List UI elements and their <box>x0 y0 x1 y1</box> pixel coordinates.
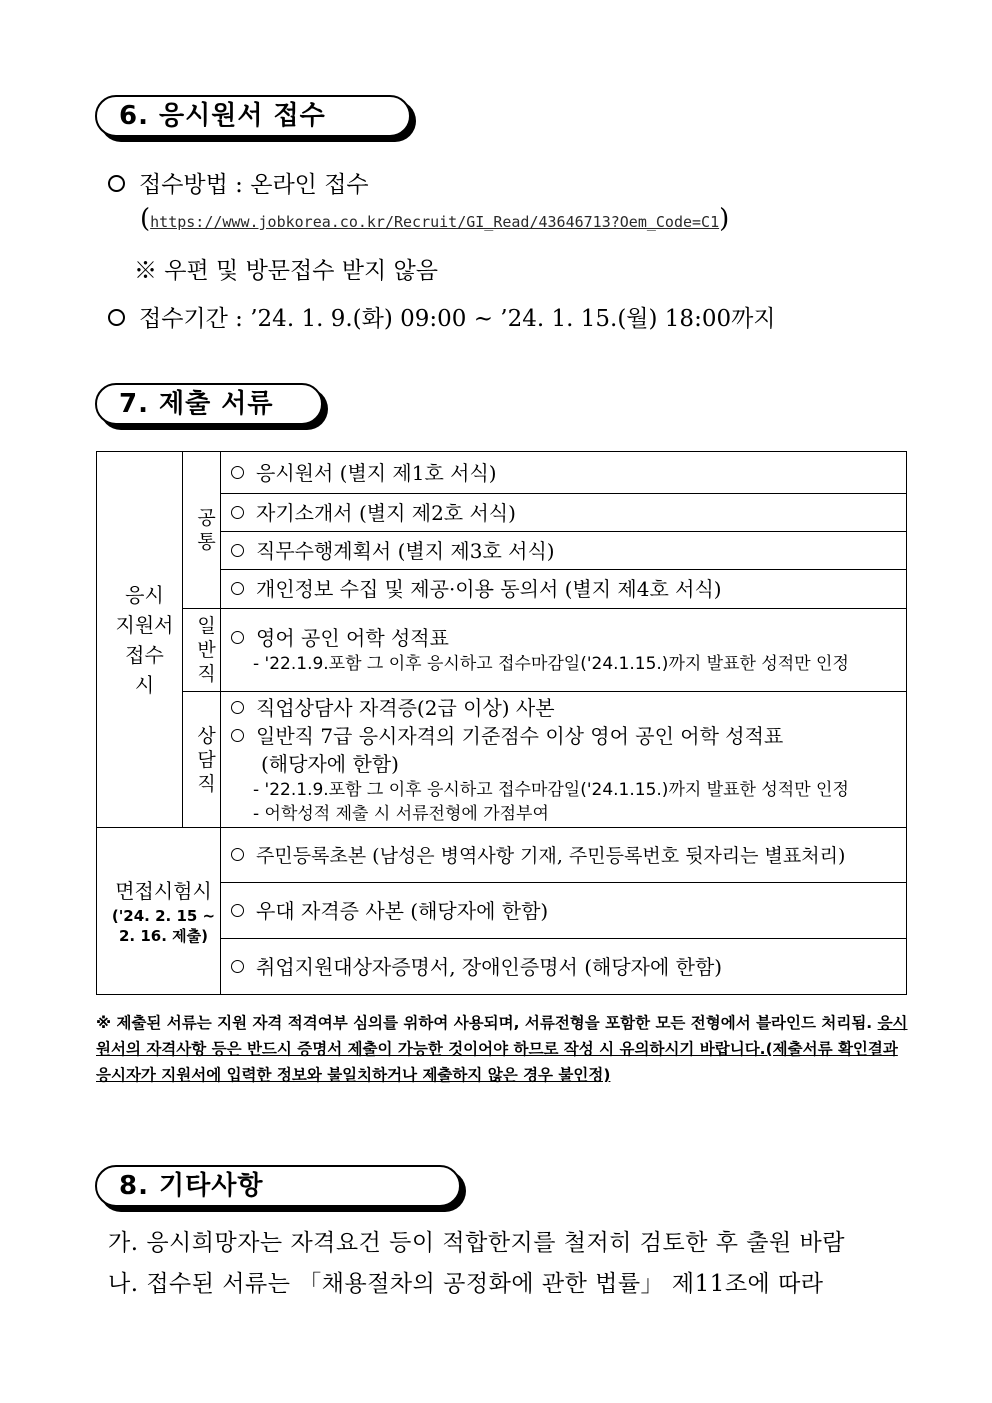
interview-label: 면접시험시 <box>115 879 212 903</box>
general-score-note: - '22.1.9.포함 그 이후 응시하고 접수마감일('24.1.15.)까지 발표한 성적만 인정 <box>253 654 849 674</box>
subcategory-general: 일 반 직 <box>183 609 221 692</box>
doc-item-text-cont: (해당자에 한함) <box>261 751 399 776</box>
doc-item-text: 주민등록초본 (남성은 병역사항 기재, 주민등록번호 뒷자리는 별표처리) <box>256 844 846 867</box>
doc-item-text: 영어 공인 어학 성적표 <box>256 626 449 650</box>
doc-item <box>221 609 907 692</box>
circle-icon <box>231 506 244 519</box>
subcategory-common: 공 통 <box>183 452 221 609</box>
etc-item-ga: 가. 응시희망자는 자격요건 등이 적합한지를 철저히 검토한 후 출원 바람 <box>108 1230 845 1256</box>
application-method <box>108 166 369 199</box>
interview-date: ('24. 2. 15 ~ 2. 16. 제출) <box>111 907 216 945</box>
doc-item <box>221 494 907 532</box>
doc-item-text: 일반직 7급 응시자격의 기준점수 이상 영어 공인 어학 성적표 <box>256 723 784 748</box>
doc-item <box>221 532 907 570</box>
doc-item <box>221 883 907 939</box>
doc-item-text: 응시원서 (별지 제1호 서식) <box>256 460 497 485</box>
circle-icon <box>231 960 244 973</box>
circle-icon <box>231 729 244 742</box>
no-mail-note: ※ 우편 및 방문접수 받지 않음 <box>134 258 438 284</box>
counsel-score-note: - '22.1.9.포함 그 이후 응시하고 접수마감일('24.1.15.)까지 발표한 성적만 인정 <box>253 779 849 800</box>
application-period <box>108 300 776 333</box>
method-text: 접수방법 : 온라인 접수 <box>139 172 369 198</box>
doc-item <box>221 570 907 609</box>
bullet-icon <box>108 175 125 192</box>
doc-item-text: 개인정보 수집 및 제공·이용 동의서 (별지 제4호 서식) <box>256 577 722 601</box>
application-url-line <box>140 204 729 234</box>
documents-table <box>96 451 907 995</box>
doc-item-text: 직업상담사 자격증(2급 이상) 사본 <box>256 695 555 720</box>
circle-icon <box>231 904 244 917</box>
section-6-heading: 6. 응시원서 접수 <box>95 95 411 137</box>
period-text: 접수기간 : ’24. 1. 9.(화) 09:00 ~ ’24. 1. 15.(월) 18:00까지 <box>139 306 776 332</box>
counsel-bonus-note: - 어학성적 제출 시 서류전형에 가점부여 <box>253 803 549 824</box>
subcategory-counselor: 상 담 직 <box>183 692 221 828</box>
doc-item <box>221 939 907 995</box>
circle-icon <box>231 701 244 714</box>
circle-icon <box>231 466 244 479</box>
doc-item <box>221 452 907 494</box>
doc-item <box>221 692 907 828</box>
footnote-text: ※ 제출된 서류는 지원 자격 적격여부 심의를 위하여 사용되며, 서류전형을 포함한 모든 전형에서 블라인드 처리됨. <box>96 1014 878 1032</box>
circle-icon <box>231 631 244 644</box>
etc-item-na: 나. 접수된 서류는 「채용절차의 공정화에 관한 법률」 제11조에 따라 <box>108 1271 824 1297</box>
application-url-link[interactable]: https://www.jobkorea.co.kr/Recruit/GI_Read/43646713?Oem_Code=C1 <box>150 213 720 231</box>
circle-icon <box>231 582 244 595</box>
doc-item-text: 취업지원대상자증명서, 장애인증명서 (해당자에 한함) <box>256 954 723 979</box>
doc-item-text: 우대 자격증 사본 (해당자에 한함) <box>256 898 549 923</box>
bullet-icon <box>108 309 125 326</box>
circle-icon <box>231 544 244 557</box>
url-close-paren: ) <box>719 204 730 234</box>
doc-item-text: 직무수행계획서 (별지 제3호 서식) <box>256 538 555 563</box>
submission-footnote <box>96 1010 908 1088</box>
url-open-paren: ( <box>140 204 151 234</box>
category-interview <box>97 828 221 995</box>
section-8-heading: 8. 기타사항 <box>95 1165 461 1207</box>
section-7-heading: 7. 제출 서류 <box>95 383 323 425</box>
doc-item <box>221 828 907 883</box>
footnote-underlined-text: 응시원서의 자격사항 등은 반드시 증명서 제출이 가능한 것이어야 하므로 작성 시 유의하시기 바랍니다.(제출서류 확인결과 응시자가 지원서에 입력한 정보와 불일치하거나 제출하지 않은 경우 불인정) <box>96 1014 908 1084</box>
category-application: 응시 지원서 접수 시 <box>97 452 183 828</box>
circle-icon <box>231 848 244 861</box>
doc-item-text: 자기소개서 (별지 제2호 서식) <box>256 500 516 525</box>
